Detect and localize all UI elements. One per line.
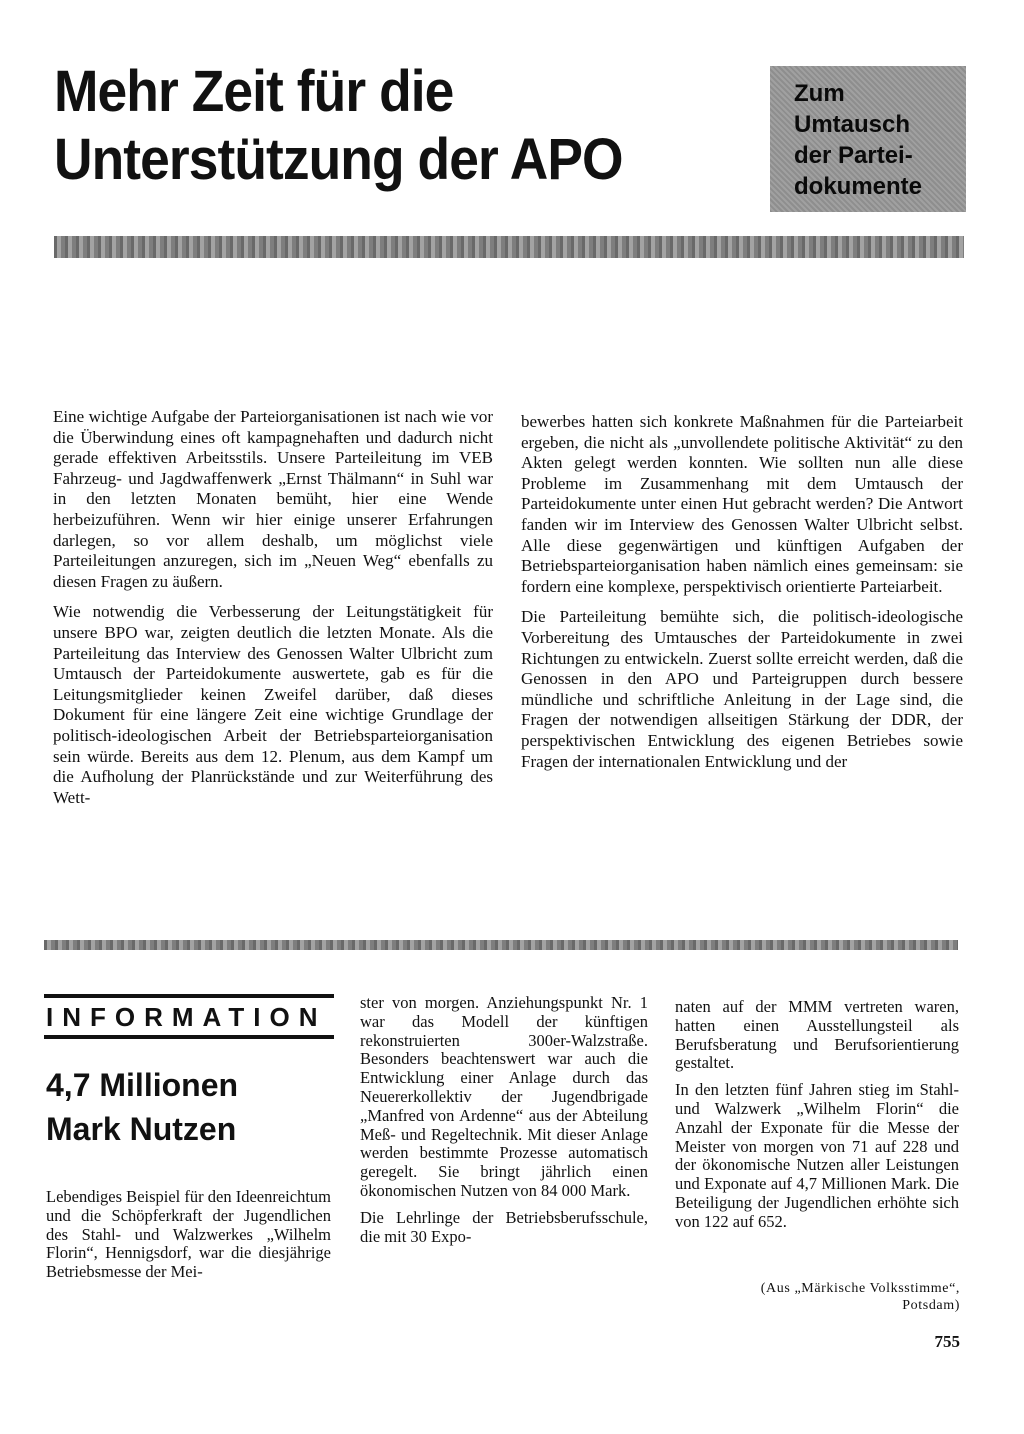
kicker-line-1: Zum bbox=[794, 80, 845, 107]
page-number: 755 bbox=[934, 1332, 960, 1351]
information-header bbox=[44, 994, 334, 1171]
information-paragraph: Die Lehrlinge der Betriebsberufsschule, die mit 30 Expo- bbox=[360, 1207, 648, 1246]
information-paragraph: ster von morgen. Anziehungspunkt Nr. 1 war das Modell der künftigen rekonstruierten 300er-Walzstraße. Besonders beachtenswert war auch die Entwicklung einer Anlage durch das Neuererkollektiv der Jugendbrigade „Manfred von Ardenne“ aus der Abteilung Meß- und Regeltechnik. Mit dieser Anlage werden bestimmte Prozesse automatisch geregelt. Sie bringt jährlich einen ökonomischen Nutzen von 84 000 Mark. bbox=[360, 993, 648, 1200]
kicker-line-2: Umtausch bbox=[794, 111, 911, 138]
kicker-line-4: dokumente bbox=[794, 173, 923, 200]
headline-line-2: Unterstützung der APO bbox=[54, 126, 623, 192]
source-citation bbox=[660, 1280, 960, 1314]
article-paragraph: Die Parteileitung bemühte sich, die politisch-ideologische Vorbereitung des Umtausches der Parteidokumente in zwei Richtungen zu entwickeln. Zuerst sollte erreicht werden, daß die Genossen in den APO und Parteigruppen durch bessere mündliche und schriftliche Anleitung in der Lage sind, die Fragen der notwendigen allseitigen Stärkung der DDR, der perspektivischen Entwicklung des eigenen Betriebes sowie Fragen der internationalen Entwicklung und der bbox=[521, 607, 963, 771]
headline bbox=[54, 58, 698, 194]
middle-divider-rule bbox=[44, 940, 958, 950]
information-paragraph: In den letzten fünf Jahren stieg im Stahl- und Walzwerk „Wilhelm Florin“ die Anzahl der Exponate für die Messe der Meister von morgen von 71 auf 228 und der ökonomische Nutzen aller Leistungen und Exponate auf 4,7 Millionen Mark. Die Beteiligung der Jugendlichen erhöhte sich von 122 auf 652. bbox=[675, 1080, 959, 1231]
information-column-2 bbox=[360, 994, 648, 1254]
article-paragraph: bewerbes hatten sich konkrete Maßnahmen für die Parteiarbeit ergeben, die nicht als „unvollendete politische Aktivität“ zu den Akten gelegt werden konnten. Wie sollten nun alle diese Probleme im Zusammenhang mit dem Umtausch der Parteidokumente unter einen Hut gebracht werden? Die Antwort fanden wir im Interview des Genossen Walter Ulbricht selbst. Alle diese gegenwärtigen und künftigen Aufgaben der Betriebsparteiorganisation haben nämlich eines gemeinsam: sie fordern eine komplexe, perspektivisch orientierte Parteiarbeit. bbox=[521, 412, 963, 596]
source-line-2: Potsdam) bbox=[902, 1298, 960, 1313]
article-paragraph: Wie notwendig die Verbesserung der Leitungstätigkeit für unsere BPO war, zeigten deutlich die letzten Monate. Als die Parteileitung das Interview des Genossen Walter Ulbricht zum Umtausch der Parteidokumente auswertete, gab es für die Leitungsmitglieder keinen Zweifel darüber, daß dieses Dokument für eine längere Zeit eine wichtige Grundlage der politisch-ideologischen Arbeit der Betriebsparteiorganisation sein würde. Bereits aus dem 12. Plenum, aus dem Kampf um die Aufholung der Planrückstände und zur Weiterführung des Wett- bbox=[53, 602, 493, 807]
information-column-1 bbox=[46, 1188, 331, 1290]
article-paragraph: Eine wichtige Aufgabe der Parteiorganisationen ist nach wie vor die Überwindung eines oft kampagnehaften und dadurch nicht gerade effektiven Arbeitsstils. Unsere Parteileitung im VEB Fahrzeug- und Jagdwaffenwerk „Ernst Thälmann“ in Suhl war in den letzten Monaten bemüht, hier eine Wende herbeizuführen. Wenn wir hier einige unserer Erfahrungen darlegen, so vor allem deshalb, um möglichst viele Parteileitungen anzuregen, sich im „Neuen Weg“ ebenfalls zu diesen Fragen zu äußern. bbox=[53, 407, 493, 591]
headline-line-1: Mehr Zeit für die bbox=[54, 59, 454, 124]
source-line-1: (Aus „Märkische Volksstimme“, bbox=[760, 1281, 960, 1296]
top-divider-rule bbox=[54, 236, 964, 258]
information-label: INFORMATION bbox=[44, 994, 334, 1039]
information-paragraph: Lebendiges Beispiel für den Ideenreichtum und die Schöpferkraft der Jugendlichen des Stahl- und Walzwerkes „Wilhelm Florin“, Hennigsdorf, war die diesjährige Betriebsmesse der Mei- bbox=[46, 1187, 331, 1282]
information-column-3 bbox=[675, 998, 959, 1240]
article-column-1 bbox=[53, 407, 493, 818]
information-title-line-2: Mark Nutzen bbox=[46, 1111, 237, 1147]
information-paragraph: naten auf der MMM vertreten waren, hatten einen Ausstellungsteil als Berufsberatung und Berufsorientierung gestaltet. bbox=[675, 997, 959, 1073]
information-title-line-1: 4,7 Millionen bbox=[46, 1067, 239, 1103]
information-title bbox=[46, 1063, 334, 1151]
article-column-2 bbox=[521, 412, 963, 782]
series-kicker-box bbox=[770, 66, 966, 212]
kicker-line-3: der Partei- bbox=[794, 142, 913, 169]
